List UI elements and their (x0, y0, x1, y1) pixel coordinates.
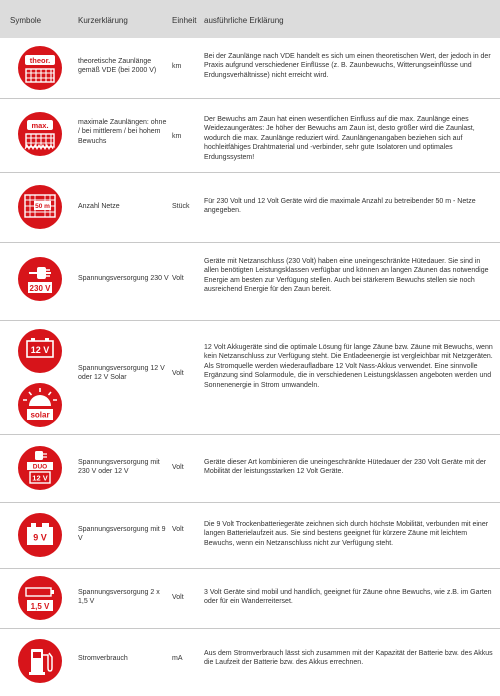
fence-maximum-icon (17, 111, 63, 157)
long-description: Die 9 Volt Trockenbatteriegeräte zeichnen sich durch höchste Mobilität, verbunden mit einer langen Batterielaufzeit aus. Sie sind bestens geeignet für kürzere Zäune mit leichtem Bewuchs, wenn ein Netzanschluss nicht zur Verfügung steht. (204, 521, 489, 547)
unit: Volt (172, 594, 184, 601)
table-row (0, 434, 500, 503)
short-description: Spannungsversorgung mit 9 V (78, 526, 166, 543)
header-unit: Einheit (172, 16, 197, 25)
12v-badge-text: 12 V (30, 345, 50, 355)
solar-icon (17, 382, 63, 428)
header-short: Kurzerklärung (78, 16, 128, 25)
unit: Stück (172, 203, 190, 210)
duo-badge-text: DUO (32, 463, 48, 471)
fence-theoretical-icon (17, 45, 63, 91)
net-badge-text: 50 m (35, 203, 50, 210)
fuel-pump-icon (17, 638, 63, 684)
unit: km (172, 63, 182, 70)
battery-1-5v-icon (17, 575, 63, 621)
theor-badge-text: theor. (29, 56, 51, 65)
9v-badge-text: 9 V (33, 532, 47, 543)
table-row (0, 628, 500, 696)
duo-12v-text: 12 V (32, 473, 48, 483)
short-description: Stromverbrauch (78, 655, 128, 662)
table-row (0, 568, 500, 629)
header-symbol: Symbole (10, 16, 42, 25)
long-description: Der Bewuchs am Zaun hat einen wesentlichen Einfluss auf die max. Zaunlänge eines Weidezaungerätes: Je höher der Bewuchs am Zaun ist, desto größer wird die Zaunlast, wodurch die max. Zaunlänge reduziert wird. Zaunlängenangaben beziehen sich auf hochleitfähiges Drahtmaterial und -verbinder, sehr gute Isolatoren und optimales Erdungssystem! (204, 116, 475, 161)
long-description: Aus dem Stromverbrauch lässt sich zusammen mit der Kapazität der Batterie bzw. des Akkus die Laufzeit der Batterie bzw. des Akkus errechnen. (204, 650, 493, 667)
short-description: maximale Zaunlängen: ohne / bei mittlerem / bei hohem Bewuchs (78, 119, 167, 145)
table-row (0, 38, 500, 99)
table-row (0, 502, 500, 569)
unit: km (172, 133, 182, 140)
unit: Volt (172, 275, 184, 282)
unit: Volt (172, 464, 184, 471)
unit: mA (172, 655, 183, 662)
solar-badge-text: solar (30, 410, 50, 420)
unit: Volt (172, 370, 184, 377)
max-badge-text: max. (31, 121, 49, 130)
table-header (0, 0, 500, 38)
short-description: Spannungsversorgung 230 V (78, 275, 169, 282)
unit: Volt (172, 526, 184, 533)
table-row (0, 320, 500, 435)
230v-badge-text: 230 V (29, 284, 51, 293)
table-row (0, 242, 500, 321)
short-description: Spannungsversorgung 2 x 1,5 V (78, 589, 160, 606)
table-row (0, 98, 500, 173)
short-description: theoretische Zaunlänge gemäß VDE (bei 2000 V) (78, 58, 157, 75)
1-5v-badge-text: 1,5 V (30, 602, 50, 611)
battery-12v-icon (17, 328, 63, 374)
duo-230v-12v-icon (17, 445, 63, 491)
long-description: 12 Volt Akkugeräte sind die optimale Lösung für lange Zäune bzw. Zäune mit Bewuchs, wenn kein Netzanschluss zur Verfügung steht. Die Entladeenergie ist vergleichbar mit Netzgeräten. Als Stromquelle werden wiederaufladbare 12 Volt Nass-Akkus verwendet. Eine sinnvolle Ergänzung sind Solarmodule, die in verschiedenen Leistungsklassen angeboten werden und Sonnenenergie in Strom umwandeln. (204, 344, 493, 389)
long-description: 3 Volt Geräte sind mobil und handlich, geeignet für Zäune ohne Bewuchs, wie z.B. im Garten oder für ein Wanderreiterset. (204, 589, 492, 606)
long-description: Geräte mit Netzanschluss (230 Volt) haben eine uneingeschränkte Hütedauer. Sie sind in allen benötigten Leistungsklassen verfügbar und können an langen Zäunen das notwendige Energie am besten zur Verfügung stellen. Auch bei stärkerem Bewuchs stellen sie noch ausreichend Energie für den Zaun bereit. (204, 258, 489, 294)
plug-230v-icon (17, 256, 63, 302)
short-description: Spannungsversorgung 12 V oder 12 V Solar (78, 365, 165, 382)
short-description: Spannungsversorgung mit 230 V oder 12 V (78, 459, 160, 476)
table-row (0, 172, 500, 243)
battery-9v-icon (17, 512, 63, 558)
long-description: Geräte dieser Art kombinieren die uneingeschränkte Hütedauer der 230 Volt Geräte mit der Mobilität der leistungsstarken 12 Volt Geräte. (204, 459, 487, 476)
long-description: Bei der Zaunlänge nach VDE handelt es sich um einen theoretischen Wert, der jedoch in der Praxis aufgrund verschiedener Einflüsse (z. B. Zaunbewuchs, Witterungseinflüsse und Erdungsverhältnisse) nicht erreicht wird. (204, 53, 491, 79)
short-description: Anzahl Netze (78, 203, 120, 210)
net-50m-icon (17, 184, 63, 230)
long-description: Für 230 Volt und 12 Volt Geräte wird die maximale Anzahl zu betreibender 50 m - Netze angegeben. (204, 198, 476, 215)
header-long: ausführliche Erklärung (204, 16, 284, 25)
